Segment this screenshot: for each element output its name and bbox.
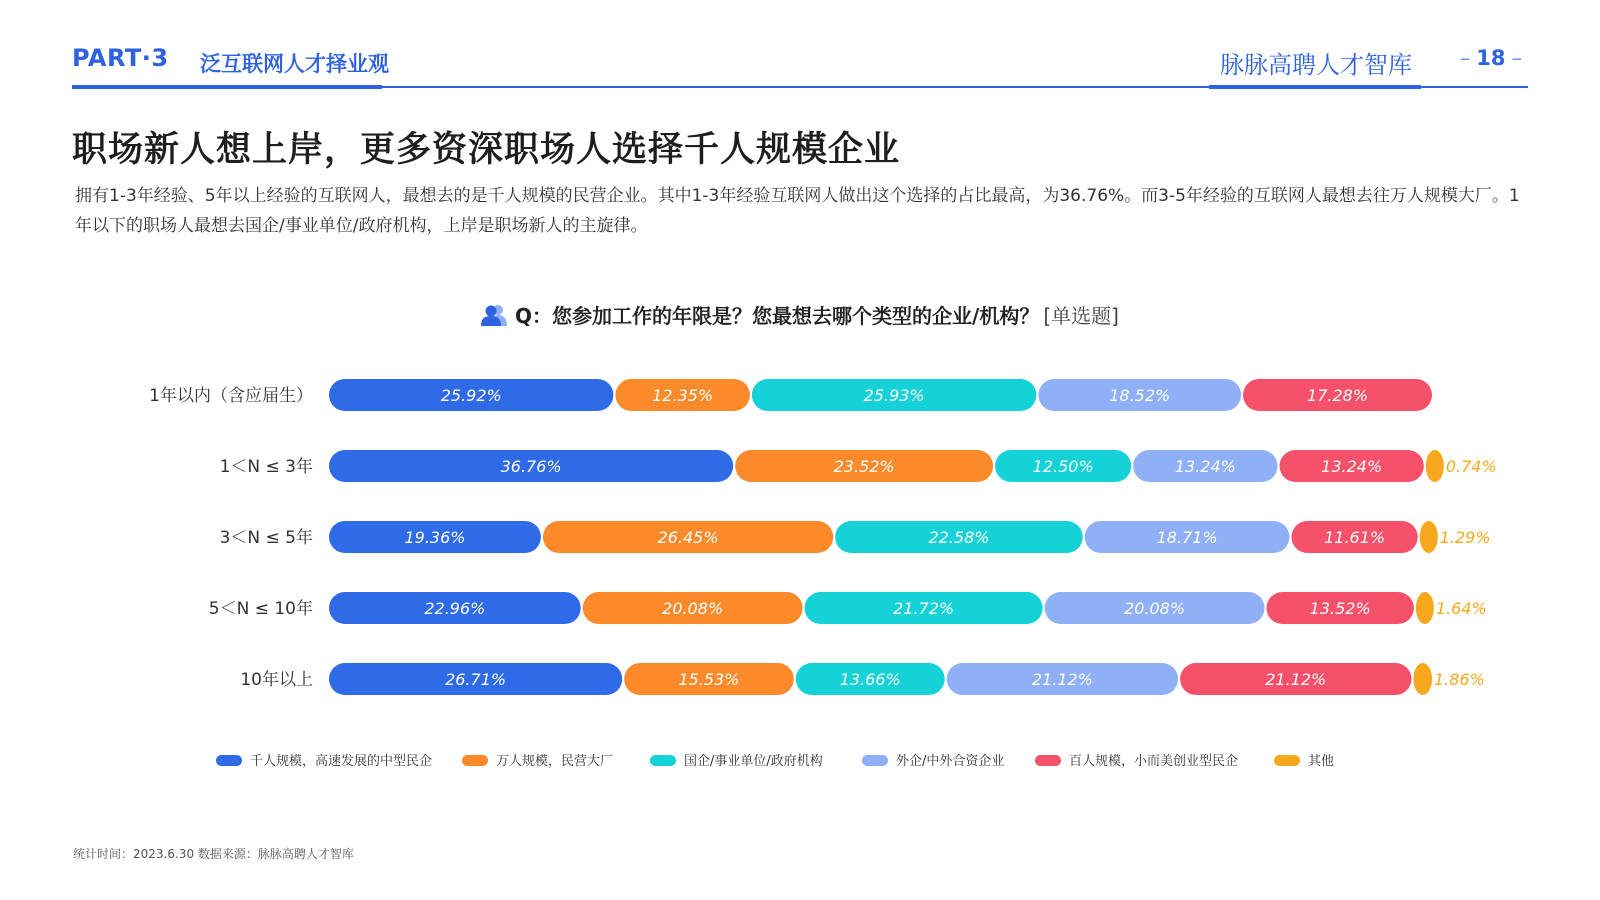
- data-label: 25.93%: [863, 386, 925, 405]
- question-text: Q：您参加工作的年限是？您最想去哪个类型的企业/机构？: [515, 304, 1040, 328]
- legend-swatch: [1274, 755, 1300, 766]
- brand-label: 脉脉高聘人才智库: [1220, 51, 1412, 79]
- legend-swatch: [650, 755, 676, 766]
- data-label: 13.52%: [1309, 599, 1371, 618]
- data-label: 36.76%: [500, 457, 562, 476]
- header-rule-accent-left: [72, 85, 382, 89]
- header-rule-accent-right: [1209, 85, 1421, 89]
- category-label: 1年以内（含应届生）: [149, 386, 313, 406]
- data-label: 1.86%: [1434, 670, 1485, 689]
- data-label: 1.29%: [1439, 528, 1491, 547]
- data-label: 0.74%: [1445, 457, 1497, 476]
- data-label: 18.52%: [1109, 386, 1171, 405]
- data-label: 13.66%: [839, 670, 901, 689]
- legend-item: [216, 750, 432, 769]
- data-label: 22.58%: [928, 528, 990, 547]
- legend-label: 万人规模，民营大厂: [496, 754, 614, 769]
- bar-segment: [1420, 521, 1438, 553]
- category-label: 3＜N ≤ 5年: [219, 528, 313, 548]
- data-label: 20.08%: [1124, 599, 1186, 618]
- data-label: 19.36%: [404, 528, 466, 547]
- part-label: PART·3: [72, 44, 169, 72]
- chart-legend: [216, 750, 1416, 774]
- data-label: 17.28%: [1307, 386, 1369, 405]
- bar-segment: [1426, 450, 1444, 482]
- data-label: 20.08%: [662, 599, 724, 618]
- legend-swatch: [462, 755, 488, 766]
- data-label: 25.92%: [440, 386, 502, 405]
- chart-question: [0, 300, 1600, 332]
- data-label: 26.45%: [657, 528, 719, 547]
- legend-label: 国企/事业单位/政府机构: [684, 754, 823, 769]
- data-label: 21.12%: [1265, 670, 1327, 689]
- category-label: 5＜N ≤ 10年: [208, 599, 313, 619]
- legend-item: [862, 750, 1004, 769]
- data-label: 12.35%: [652, 386, 714, 405]
- data-label: 23.52%: [833, 457, 895, 476]
- data-label: 11.61%: [1324, 528, 1386, 547]
- question-tag: [单选题]: [1043, 304, 1119, 328]
- page-number: – 18 –: [1459, 46, 1522, 70]
- legend-label: 百人规模，小而美创业型民企: [1069, 754, 1239, 769]
- page-title: 职场新人想上岸，更多资深职场人选择千人规模企业: [72, 130, 901, 170]
- category-label: 10年以上: [240, 670, 313, 690]
- users-icon: [481, 303, 509, 332]
- legend-label: 千人规模，高速发展的中型民企: [250, 754, 433, 769]
- page-description: 拥有1-3年经验、5年以上经验的互联网人，最想去的是千人规模的民营企业。其中1-3年经验互联网人做出这个选择的占比最高，为36.76%。而3-5年经验的互联网人最想去往万人规模大厂。1年以下的职场人最想去国企/事业单位/政府机构，上岸是职场新人的主旋律。: [75, 186, 1520, 236]
- legend-item: [462, 750, 613, 769]
- legend-item: [1035, 750, 1238, 769]
- data-label: 21.72%: [893, 599, 955, 618]
- category-label: 1＜N ≤ 3年: [219, 457, 313, 477]
- page-header: [72, 40, 1528, 90]
- section-label: 泛互联网人才择业观: [200, 52, 389, 76]
- data-label: 18.71%: [1156, 528, 1218, 547]
- legend-swatch: [216, 755, 242, 766]
- legend-item: [650, 750, 823, 769]
- legend-label: 其他: [1308, 754, 1335, 769]
- data-label: 15.53%: [678, 670, 740, 689]
- data-label: 22.96%: [424, 599, 486, 618]
- bar-segment: [1416, 592, 1434, 624]
- legend-item: [1274, 750, 1334, 769]
- legend-swatch: [862, 755, 888, 766]
- data-label: 26.71%: [445, 670, 507, 689]
- data-label: 13.24%: [1174, 457, 1236, 476]
- legend-label: 外企/中外合资企业: [896, 754, 1005, 769]
- data-label: 13.24%: [1321, 457, 1383, 476]
- data-label: 12.50%: [1032, 457, 1094, 476]
- legend-swatch: [1035, 755, 1061, 766]
- data-label: 1.64%: [1435, 599, 1487, 618]
- footnote: 统计时间：2023.6.30 数据来源：脉脉高聘人才智库: [73, 847, 354, 861]
- stacked-bar-chart: [0, 360, 1600, 740]
- data-label: 21.12%: [1031, 670, 1093, 689]
- bar-segment: [1413, 663, 1432, 695]
